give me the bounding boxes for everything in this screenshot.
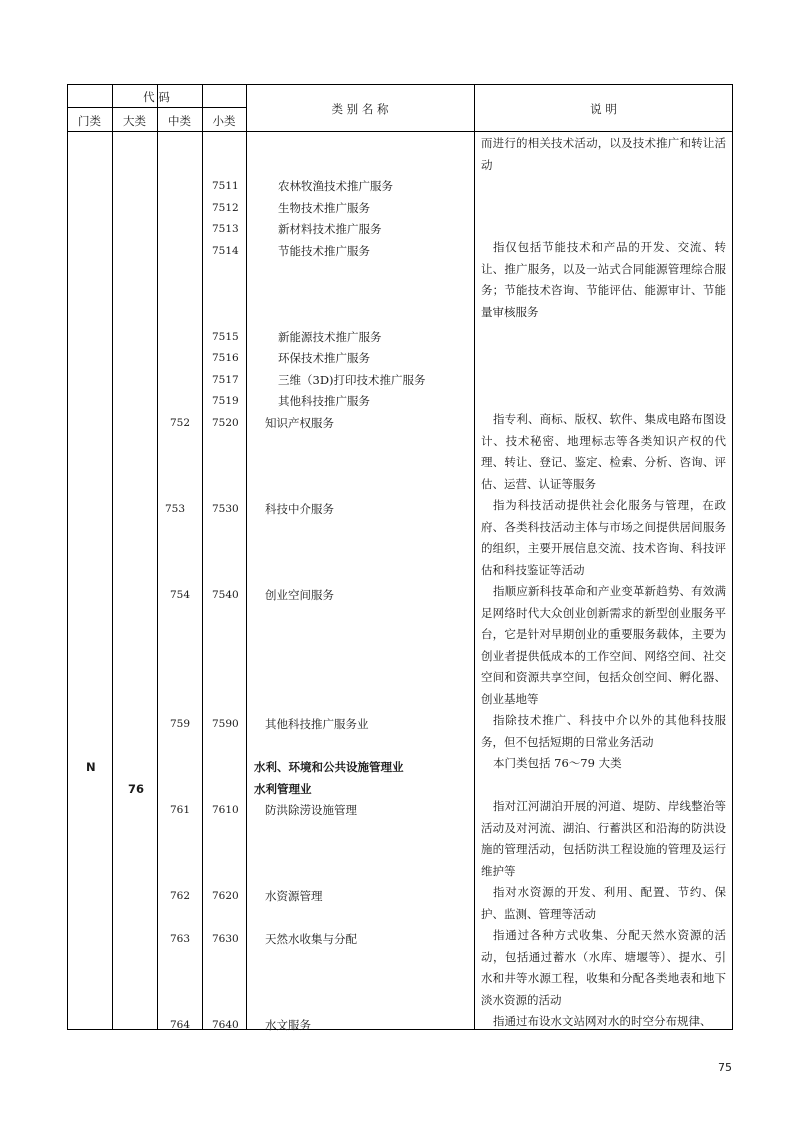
col-divider: [157, 84, 158, 1030]
middle-class-code: 753: [165, 503, 186, 515]
category-name: 水资源管理: [265, 889, 323, 903]
small-class-code: 7540: [212, 589, 239, 601]
category-name: 新材料技术推广服务: [278, 222, 382, 236]
category-name: 三维（3D)打印技术推广服务: [278, 373, 426, 387]
door-class-code: N: [86, 760, 96, 774]
middle-class-code: 764: [170, 1019, 191, 1031]
category-name: 知识产权服务: [265, 416, 334, 430]
small-class-code: 7630: [212, 933, 239, 945]
door-class-header: 门类: [78, 114, 101, 128]
small-class-header: 小类: [212, 114, 236, 128]
middle-class-header: 中类: [168, 114, 191, 128]
small-class-code: 7620: [212, 890, 239, 902]
small-class-code: 7516: [212, 352, 239, 364]
category-name: 其他科技推广服务业: [265, 717, 369, 731]
col-divider: [474, 84, 475, 1030]
small-class-code: 7512: [212, 202, 239, 214]
description-header: 说 明: [590, 102, 617, 116]
small-class-code: 7514: [212, 245, 239, 257]
category-name: 水利、环境和公共设施管理业: [254, 760, 404, 774]
major-class-code: 76: [128, 782, 145, 796]
category-name: 新能源技术推广服务: [278, 330, 382, 344]
category-name: 其他科技推广服务: [278, 394, 370, 408]
description-cell: 指仅包括节能技术和产品的开发、交流、转让、推广服务，以及一站式合同能源管理综合服务；节能技术咨询、节能评估、能源审计、节能量审核服务: [481, 240, 726, 319]
small-class-code: 7511: [212, 180, 239, 192]
description-cell: 指通过布设水文站网对水的时空分布规律、: [493, 1014, 712, 1028]
middle-class-code: 762: [170, 890, 191, 902]
category-name: 环保技术推广服务: [278, 351, 370, 365]
small-class-code: 7519: [212, 395, 239, 407]
description-cell: 指除技术推广、科技中介以外的其他科技服务，但不包括短期的日常业务活动: [481, 713, 726, 749]
middle-class-code: 763: [170, 933, 191, 945]
category-name: 防洪除涝设施管理: [265, 803, 357, 817]
major-class-header: 大类: [123, 114, 146, 128]
category-name: 科技中介服务: [265, 502, 334, 516]
header-bottom-rule: [67, 131, 733, 132]
code-header: 代 码: [143, 90, 170, 104]
description-cell: 指顺应新科技革命和产业变革新趋势、有效满足网络时代大众创业创新需求的新型创业服务平台，它是针对早期创业的重要服务载体，主要为创业者提供低成本的工作空间、网络空间、社交空间和资源共享空间，包括众创空间、孵化器、创业基地等: [481, 584, 726, 706]
col-divider: [202, 84, 203, 1030]
small-class-code: 7590: [212, 718, 239, 730]
header-divider: [67, 107, 246, 108]
description-cell: 指专利、商标、版权、软件、集成电路布图设计、技术秘密、地理标志等各类知识产权的代理、转让、登记、鉴定、检索、分析、咨询、评估、运营、认证等服务: [481, 412, 726, 491]
small-class-code: 7640: [212, 1019, 239, 1031]
description-cell: 指通过各种方式收集、分配天然水资源的活动，包括通过蓄水（水库、塘堰等）、提水、引水和井等水源工程，收集和分配各类地表和地下淡水资源的活动: [481, 928, 726, 1007]
category-name: 创业空间服务: [265, 588, 334, 602]
category-name: 生物技术推广服务: [278, 201, 370, 215]
small-class-code: 7530: [212, 503, 239, 515]
category-name: 节能技术推广服务: [278, 244, 370, 258]
middle-class-code: 759: [170, 718, 191, 730]
description-cell: 指对江河湖泊开展的河道、堤防、岸线整治等活动及对河流、湖泊、行蓄洪区和沿海的防洪设施的管理活动，包括防洪工程设施的管理及运行维护等: [481, 799, 726, 878]
category-name: 天然水收集与分配: [265, 932, 357, 946]
col-divider: [246, 84, 247, 1030]
small-class-code: 7520: [212, 417, 239, 429]
small-class-code: 7610: [212, 804, 239, 816]
category-name-header: 类 别 名 称: [331, 102, 389, 116]
page-number: 75: [718, 1061, 732, 1074]
description-cell: 指为科技活动提供社会化服务与管理，在政府、各类科技活动主体与市场之间提供居间服务的组织，主要开展信息交流、技术咨询、科技评估和科技鉴证等活动: [481, 498, 726, 577]
category-name: 农林牧渔技术推广服务: [278, 179, 393, 193]
small-class-code: 7517: [212, 374, 239, 386]
category-name: 水利管理业: [254, 782, 312, 796]
middle-class-code: 754: [170, 589, 191, 601]
category-name: 水文服务: [265, 1018, 311, 1032]
col-divider: [112, 84, 113, 1030]
description-cell: 而进行的相关技术活动，以及技术推广和转让活动: [481, 136, 726, 172]
description-cell: 指对水资源的开发、利用、配置、节约、保护、监测、管理等活动: [481, 885, 726, 921]
middle-class-code: 761: [170, 804, 191, 816]
small-class-code: 7515: [212, 331, 239, 343]
middle-class-code: 752: [170, 417, 191, 429]
description-cell: 本门类包括 76～79 大类: [493, 756, 622, 770]
small-class-code: 7513: [212, 223, 239, 235]
